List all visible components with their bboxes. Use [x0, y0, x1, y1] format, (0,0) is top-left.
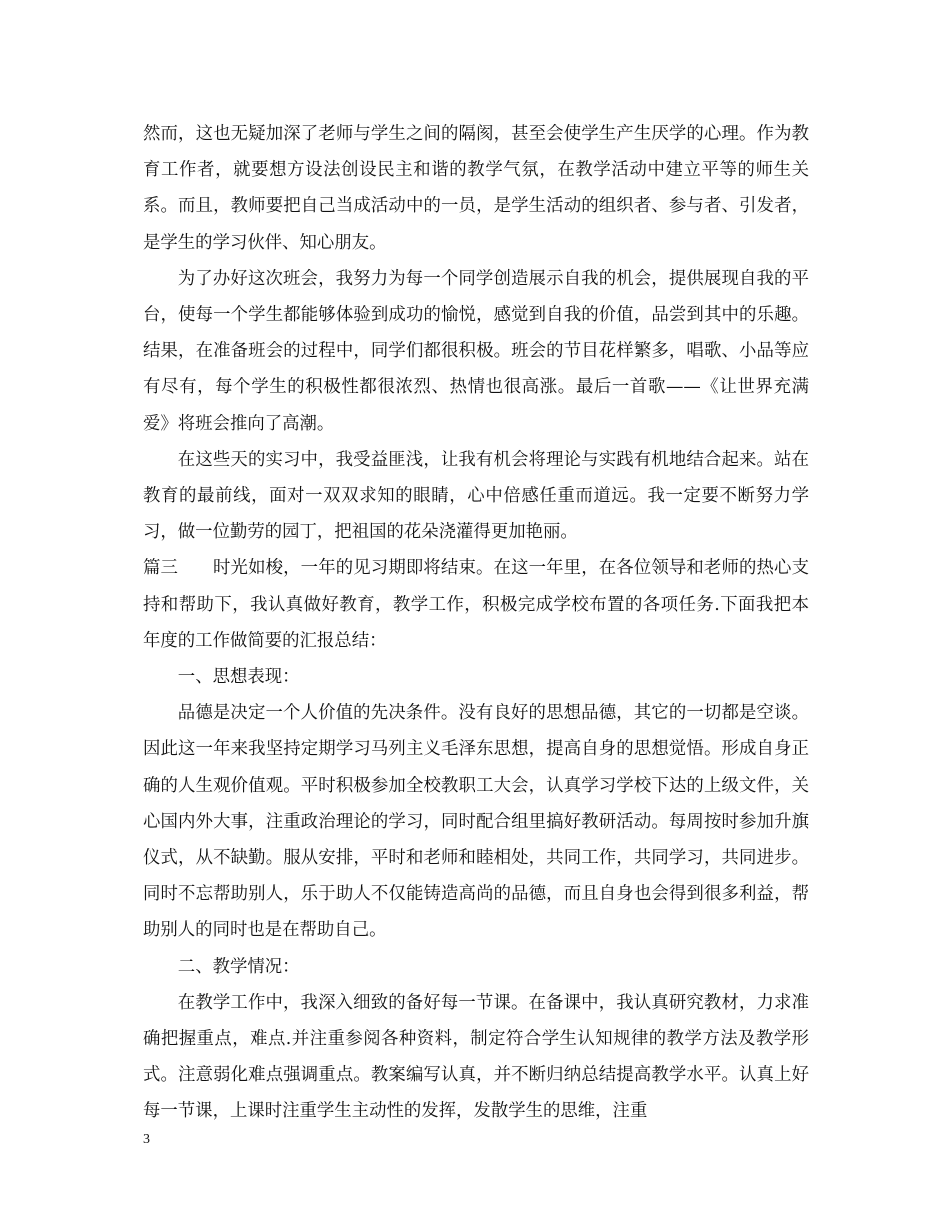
- section-label: 篇三: [143, 558, 179, 579]
- document-body: [143, 116, 809, 1130]
- paragraph-2: 为了办好这次班会，我努力为每一个同学创造展示自我的机会，提供展现自我的平台，使每一个学生都能够体验到成功的愉悦，感觉到自我的价值，品尝到其中的乐趣。结果，在准备班会的过程中，同学们都很积极。班会的节目花样繁多，唱歌、小品等应有尽有，每个学生的积极性都很浓烈、热情也很高涨。最后一首歌——《让世界充满爱》将班会推向了高潮。: [143, 268, 809, 434]
- paragraph-3: 在这些天的实习中，我受益匪浅，让我有机会将理论与实践有机地结合起来。站在教育的最前线，面对一双双求知的眼睛，心中倍感任重而道远。我一定要不断努力学习，做一位勤劳的园丁，把祖国的花朵浇灌得更加艳丽。: [143, 449, 809, 543]
- paragraph-5: 品德是决定一个人价值的先决条件。没有良好的思想品德，其它的一切都是空谈。因此这一年来我坚持定期学习马列主义毛泽东思想，提高自身的思想觉悟。形成自身正确的人生观价值观。平时积极参加全校教职工大会，认真学习学校下达的上级文件，关心国内外大事，注重政治理论的学习，同时配合组里搞好教研活动。每周按时参加升旗仪式，从不缺勤。服从安排，平时和老师和睦相处，共同工作，共同学习，共同进步。同时不忘帮助别人，乐于助人不仅能铸造高尚的品德，而且自身也会得到很多利益，帮助别人的同时也是在帮助自己。: [143, 703, 809, 941]
- section-spacer: [178, 558, 213, 578]
- paragraph-6: 在教学工作中，我深入细致的备好每一节课。在备课中，我认真研究教材，力求准确把握重点，难点.并注重参阅各种资料，制定符合学生认知规律的教学方法及教学形式。注意弱化难点强调重点。教案编写认真，并不断归纳总结提高教学水平。认真上好每一节课，上课时注重学生主动性的发挥，发散学生的思维，注重: [143, 992, 809, 1122]
- paragraph-4: [143, 550, 809, 659]
- page-number: 3: [143, 1132, 150, 1147]
- section-heading-2: 二、教学情况：: [177, 956, 300, 977]
- paragraph-4-text: 时光如梭，一年的见习期即将结束。在这一年里，在各位领导和老师的热心支持和帮助下，我认真做好教育，教学工作，积极完成学校布置的各项任务.下面我把本年度的工作做简要的汇报总结：: [143, 558, 809, 651]
- paragraph-1: 然而，这也无疑加深了老师与学生之间的隔阂，甚至会使学生产生厌学的心理。作为教育工作者，就要想方设法创设民主和谐的教学气氛，在教学活动中建立平等的师生关系。而且，教师要把自己当成活动中的一员，是学生活动的组织者、参与者、引发者，是学生的学习伙伴、知心朋友。: [143, 124, 809, 253]
- section-heading-1: 一、思想表现：: [177, 667, 300, 688]
